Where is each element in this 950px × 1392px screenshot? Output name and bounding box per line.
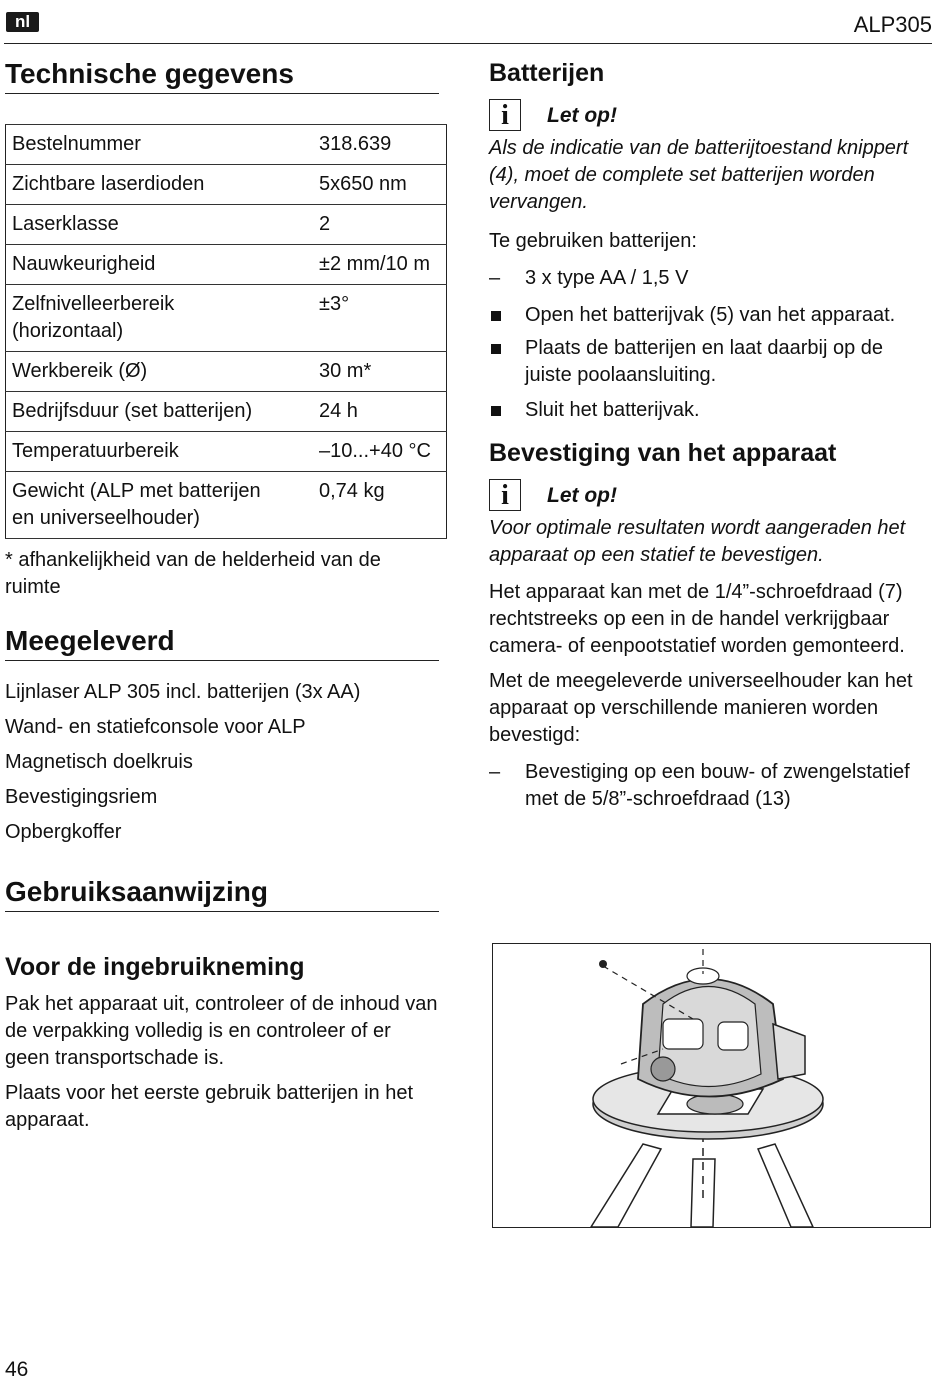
spec-value: –10...+40 °C — [313, 432, 447, 472]
batterijen-intro: Te gebruiken batterijen: — [489, 230, 697, 252]
spec-key: Temperatuurbereik — [6, 432, 314, 472]
bevestiging-paragraph-1: Het apparaat kan met de 1/4”-schroefdraad (7) rechtstreeks op een in de handel verkrijgbaar camera- of eenpootstatief worden gemonteerd. — [489, 581, 905, 657]
batterijen-title: Batterijen — [489, 59, 605, 87]
table-row — [6, 165, 447, 205]
gebruik-paragraph-1: Pak het apparaat uit, controleer of de inhoud van de verpakking volledig is en controleer of er geen transportschade is. — [5, 993, 438, 1069]
list-item: Wand- en statiefconsole voor ALP — [5, 716, 306, 738]
list-item: Bevestigingsriem — [5, 786, 158, 808]
laser-on-tripod-drawing — [493, 944, 930, 1227]
list-item: Sluit het batterijvak. — [489, 397, 931, 424]
meegeleverd-list — [5, 679, 439, 846]
note-label: Let op! — [547, 103, 617, 127]
table-row — [6, 125, 447, 165]
table-row — [6, 392, 447, 432]
spec-key: Nauwkeurigheid — [6, 245, 314, 285]
square-bullet-icon — [491, 406, 501, 416]
table-row — [6, 352, 447, 392]
gebruik-title: Gebruiksaanwijzing — [5, 878, 439, 912]
batterijen-note — [489, 99, 931, 131]
spec-key: Laserklasse — [6, 205, 314, 245]
table-row — [6, 205, 447, 245]
spec-value: ±3° — [313, 285, 447, 352]
page-number: 46 — [5, 1358, 29, 1381]
bevestiging-title: Bevestiging van het apparaat — [489, 439, 837, 467]
list-item: Magnetisch doelkruis — [5, 751, 193, 773]
list-item: Lijnlaser ALP 305 incl. batterijen (3x AA) — [5, 681, 361, 703]
spec-key: Bedrijfsduur (set batterijen) — [6, 392, 314, 432]
left-column — [5, 60, 439, 1134]
spec-value: 30 m* — [313, 352, 447, 392]
spec-key: Bestelnummer — [6, 125, 314, 165]
table-row — [6, 432, 447, 472]
list-item: – 3 x type AA / 1,5 V — [489, 265, 931, 292]
gebruik-paragraph-2: Plaats voor het eerste gebruik batterijen in het apparaat. — [5, 1082, 414, 1131]
spec-value: ±2 mm/10 m — [313, 245, 447, 285]
square-bullet-icon — [491, 311, 501, 321]
table-row — [6, 472, 447, 539]
list-item: Plaats de batterijen en laat daarbij op de juiste poolaansluiting. — [489, 335, 931, 389]
spec-value: 24 h — [313, 392, 447, 432]
meegeleverd-title: Meegeleverd — [5, 627, 439, 661]
bevestiging-note-text: Voor optimale resultaten wordt aangeraden het apparaat op een statief te bevestigen. — [489, 517, 906, 566]
tech-title: Technische gegevens — [5, 60, 439, 94]
list-item: – Bevestiging op een bouw- of zwengelstatief met de 5/8”-schroefdraad (13) — [489, 759, 931, 813]
list-item: Open het batterijvak (5) van het apparaat. — [489, 302, 931, 329]
spec-footnote: * afhankelijkheid van de helderheid van de ruimte — [5, 549, 381, 598]
document-id: ALP305 — [853, 12, 932, 37]
spec-key: Gewicht (ALP met batterijen en universeelhouder) — [6, 472, 314, 539]
bevestiging-paragraph-2: Met de meegeleverde universeelhouder kan het apparaat op verschillende manieren worden bevestigd: — [489, 670, 913, 746]
info-icon: i — [489, 479, 521, 511]
language-tag: nl — [6, 12, 39, 32]
list-item: Opbergkoffer — [5, 821, 122, 843]
spec-key: Zelfnivelleerbereik (horizontaal) — [6, 285, 314, 352]
dash-marker: – — [489, 267, 501, 289]
spec-key: Zichtbare laserdioden — [6, 165, 314, 205]
note-label: Let op! — [547, 483, 617, 507]
spec-value: 2 — [313, 205, 447, 245]
bevestiging-note — [489, 479, 931, 511]
table-row — [6, 285, 447, 352]
table-row — [6, 245, 447, 285]
spec-value: 0,74 kg — [313, 472, 447, 539]
dash-marker: – — [489, 761, 501, 783]
header-rule — [4, 43, 932, 44]
spec-key: Werkbereik (Ø) — [6, 352, 314, 392]
spec-value: 318.639 — [313, 125, 447, 165]
device-illustration — [492, 943, 931, 1228]
gebruik-subtitle: Voor de ingebruikneming — [5, 953, 305, 981]
spec-value: 5x650 nm — [313, 165, 447, 205]
square-bullet-icon — [491, 344, 501, 354]
info-icon: i — [489, 99, 521, 131]
spec-table — [5, 124, 447, 539]
batterijen-note-text: Als de indicatie van de batterijtoestand knippert (4), moet de complete set batterijen worden vervangen. — [489, 137, 909, 213]
right-column — [489, 60, 931, 813]
